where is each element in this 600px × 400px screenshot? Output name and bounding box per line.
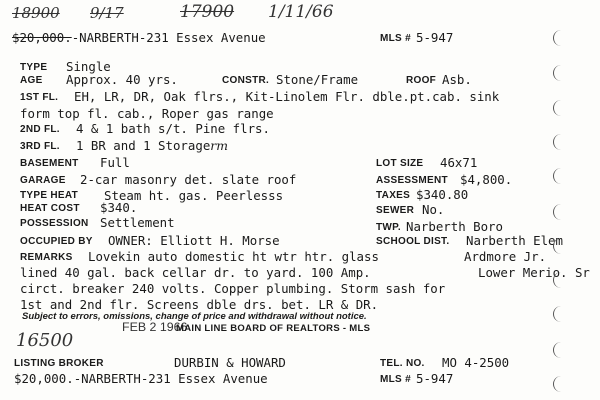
third-floor-text: 1 BR and 1 Storage [76, 138, 211, 153]
basement-label: BASEMENT [20, 158, 79, 169]
sewer-label: SEWER [376, 205, 415, 216]
bottom-mls-label: MLS # [380, 374, 411, 385]
constr-label: CONSTR. [222, 75, 270, 86]
bottom-listing [14, 372, 268, 386]
sewer-value: No. [422, 202, 445, 217]
bottom-mls-number: 5-947 [416, 371, 454, 386]
old-price: $20,000. [12, 30, 72, 45]
mls-label: MLS # [380, 33, 411, 44]
handwritten-new-date: 1/11/66 [268, 2, 334, 22]
punch-hole-mark [553, 342, 564, 358]
second-floor-label: 2ND FL. [20, 124, 60, 135]
constr-value: Stone/Frame [276, 72, 359, 87]
age-label: AGE [20, 75, 43, 86]
roof-value: Asb. [442, 72, 472, 87]
garage-label: GARAGE [20, 175, 66, 186]
possession-value: Settlement [100, 215, 175, 230]
first-floor-value: EH, LR, DR, Oak flrs., Kit-Linolem Flr. dble.pt.cab. sink [74, 89, 500, 104]
mls-number: 5-947 [416, 30, 454, 45]
first-floor-cont: form top fl. cab., Roper gas range [20, 106, 274, 121]
heat-type-label: TYPE HEAT [20, 190, 79, 201]
third-floor-label: 3RD FL. [20, 141, 60, 152]
board-name: MAIN LINE BOARD OF REALTORS - MLS [176, 323, 371, 334]
remarks-line-1: Lovekin auto domestic ht wtr htr. glass [88, 249, 379, 264]
township-label: TWP. [376, 222, 401, 233]
handwritten-old-date: 9/17 [90, 4, 124, 22]
handwritten-old-price: 18900 [12, 4, 60, 22]
first-floor-label: 1ST FL. [20, 92, 59, 103]
date-stamp: FEB 2 1966 [122, 320, 188, 334]
telephone-label: TEL. NO. [380, 358, 425, 369]
lot-size-label: LOT SIZE [376, 158, 424, 169]
possession-label: POSSESSION [20, 218, 89, 229]
punch-hole-mark [553, 204, 564, 220]
punch-hole-mark [553, 134, 564, 150]
occupied-label: OCCUPIED BY [20, 236, 93, 247]
punch-hole-mark [553, 65, 564, 81]
punch-hole-mark [553, 272, 564, 288]
punch-hole-mark [553, 376, 564, 392]
second-floor-value: 4 & 1 bath s/t. Pine flrs. [76, 121, 270, 136]
punch-hole-mark [553, 100, 564, 116]
handwritten-new-price: 17900 [180, 2, 235, 22]
listing-broker-value: DURBIN & HOWARD [174, 355, 286, 370]
type-value: Single [66, 59, 111, 74]
taxes-value: $340.80 [416, 187, 469, 202]
school-value-sr: Lower Merio. Sr [478, 265, 590, 280]
assessment-value: $4,800. [460, 172, 513, 187]
heat-cost-value: $340. [100, 200, 138, 215]
township-value: Narberth Boro [406, 219, 503, 234]
type-label: TYPE [20, 62, 48, 73]
bottom-address: -NARBERTH-231 Essex Avenue [73, 371, 268, 386]
roof-label: ROOF [406, 75, 437, 86]
remarks-label: REMARKS [20, 252, 73, 263]
listing-address: -NARBERTH-231 Essex Avenue [71, 30, 266, 45]
school-district-label: SCHOOL DIST. [376, 236, 450, 247]
assessment-label: ASSESSMENT [376, 175, 448, 186]
third-floor-value [76, 139, 228, 153]
telephone-value: MO 4-2500 [442, 355, 510, 370]
disclaimer: Subject to errors, omissions, change of price and withdrawal without notice. [22, 311, 367, 322]
remarks-line-4: 1st and 2nd flr. Screens dble drs. bet. LR & DR. [20, 297, 379, 312]
listing-broker-label: LISTING BROKER [14, 358, 104, 369]
remarks-line-3: circt. breaker 240 volts. Copper plumbing. Storm sash for [20, 281, 446, 296]
punch-hole-mark [553, 238, 564, 254]
handwritten-sale-price: 16500 [16, 330, 74, 351]
school-district-value: Narberth Elem [466, 233, 563, 248]
punch-hole-mark [553, 168, 564, 184]
school-value-jr: Ardmore Jr. [464, 249, 547, 264]
bottom-price: $20,000. [14, 371, 74, 386]
third-floor-handwritten: rm [210, 138, 228, 153]
heat-cost-label: HEAT COST [20, 203, 80, 214]
heat-type-value: Steam ht. gas. Peerlesss [104, 188, 284, 203]
garage-value: 2-car masonry det. slate roof [80, 172, 297, 187]
occupied-value: OWNER: Elliott H. Morse [108, 233, 280, 248]
punch-hole-mark [553, 30, 564, 46]
taxes-label: TAXES [376, 190, 411, 201]
header-listing [12, 31, 266, 45]
lot-size-value: 46x71 [440, 155, 478, 170]
basement-value: Full [100, 155, 130, 170]
age-value: Approx. 40 yrs. [66, 72, 178, 87]
punch-hole-mark [553, 306, 564, 322]
remarks-line-2: lined 40 gal. back cellar dr. to yard. 100 Amp. [20, 265, 371, 280]
